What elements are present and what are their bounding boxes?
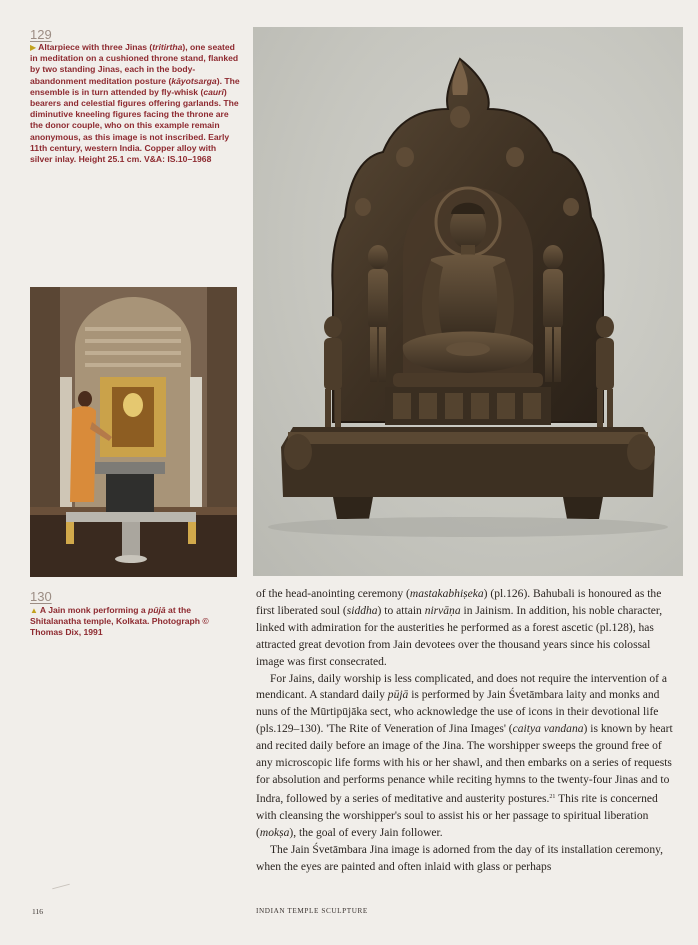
temple-illustration (30, 287, 237, 577)
triangle-up-icon: ▲ (30, 606, 38, 615)
altarpiece-photograph (253, 27, 683, 576)
paragraph: of the head-anointing ceremony (mastakabhiṣeka) (pl.126). Bahubali is honoured as the first liberated soul (siddha) to attain nirvāṇa in Jainism. In addition, his noble character, linked with admiration for the austerities he performed as a forest ascetic (pl.128), has attracted great devotion from Jain devotees over the thousand years since his colossal image was first consecrated. (256, 588, 663, 668)
footnote-marker[interactable]: 21 (549, 793, 556, 800)
altarpiece-illustration (253, 27, 683, 576)
caption-number-130: 130 (30, 589, 52, 604)
decorative-mark (52, 884, 70, 890)
triangle-right-icon: ▶ (30, 43, 37, 52)
page-number: 116 (32, 907, 43, 916)
body-text (256, 586, 680, 875)
temple-photograph (30, 287, 237, 577)
running-title: INDIAN TEMPLE SCULPTURE (256, 907, 368, 915)
caption-130: ▲ A Jain monk performing a pūjā at the Shitalanatha temple, Kolkata. Photograph © Thomas Dix, 1991 (30, 605, 209, 638)
caption-129: ▶ Altarpiece with three Jinas (tritirtha), one seated in meditation on a cushioned throne stand, flanked by two standing Jinas, each in the body-abandonment meditation posture (kāyotsarga). The ensemble is in turn attended by fly-whisk (cauri) bearers and celestial figures offering garlands. The diminutive kneeling figures facing the throne are the donor couple, who on this example remain anonymous, as this image is not inscribed. Early 11th century, western India. Copper alloy with silver inlay. Height 25.1 cm. V&A: IS.10–1968 (30, 42, 240, 165)
paragraph: The Jain Śvetāmbara Jina image is adorned from the day of its installation ceremony, when the eyes are painted and often inlaid with glass or perhaps (256, 843, 664, 873)
caption-number-129: 129 (30, 27, 52, 42)
paragraph: For Jains, daily worship is less complicated, and does not require the intervention of a mendicant. A standard daily pūjā is performed by Jain Śvetāmbara laity and monks and nuns of the Mūrtipūjāka sect, who acknowledge the use of icons in their devotional life (pls.129–130). 'The Rite of Veneration of Jina Images' (caitya vandana) is known by heart and recited daily before an image of the Jina. The worshipper sweeps the ground free of any microscopic life forms with his or her shawl, and then embarks on a series of requests for absolution and performs penance while reciting hymns to the twenty-four Jinas and to Indra, followed by a series of meditative and austerity postures.$^{21}$ This rite is concerned with cleansing the worshipper's soul to assist his or her passage to spiritual liberation (mokṣa), the goal of every Jain follower. (256, 672, 673, 839)
